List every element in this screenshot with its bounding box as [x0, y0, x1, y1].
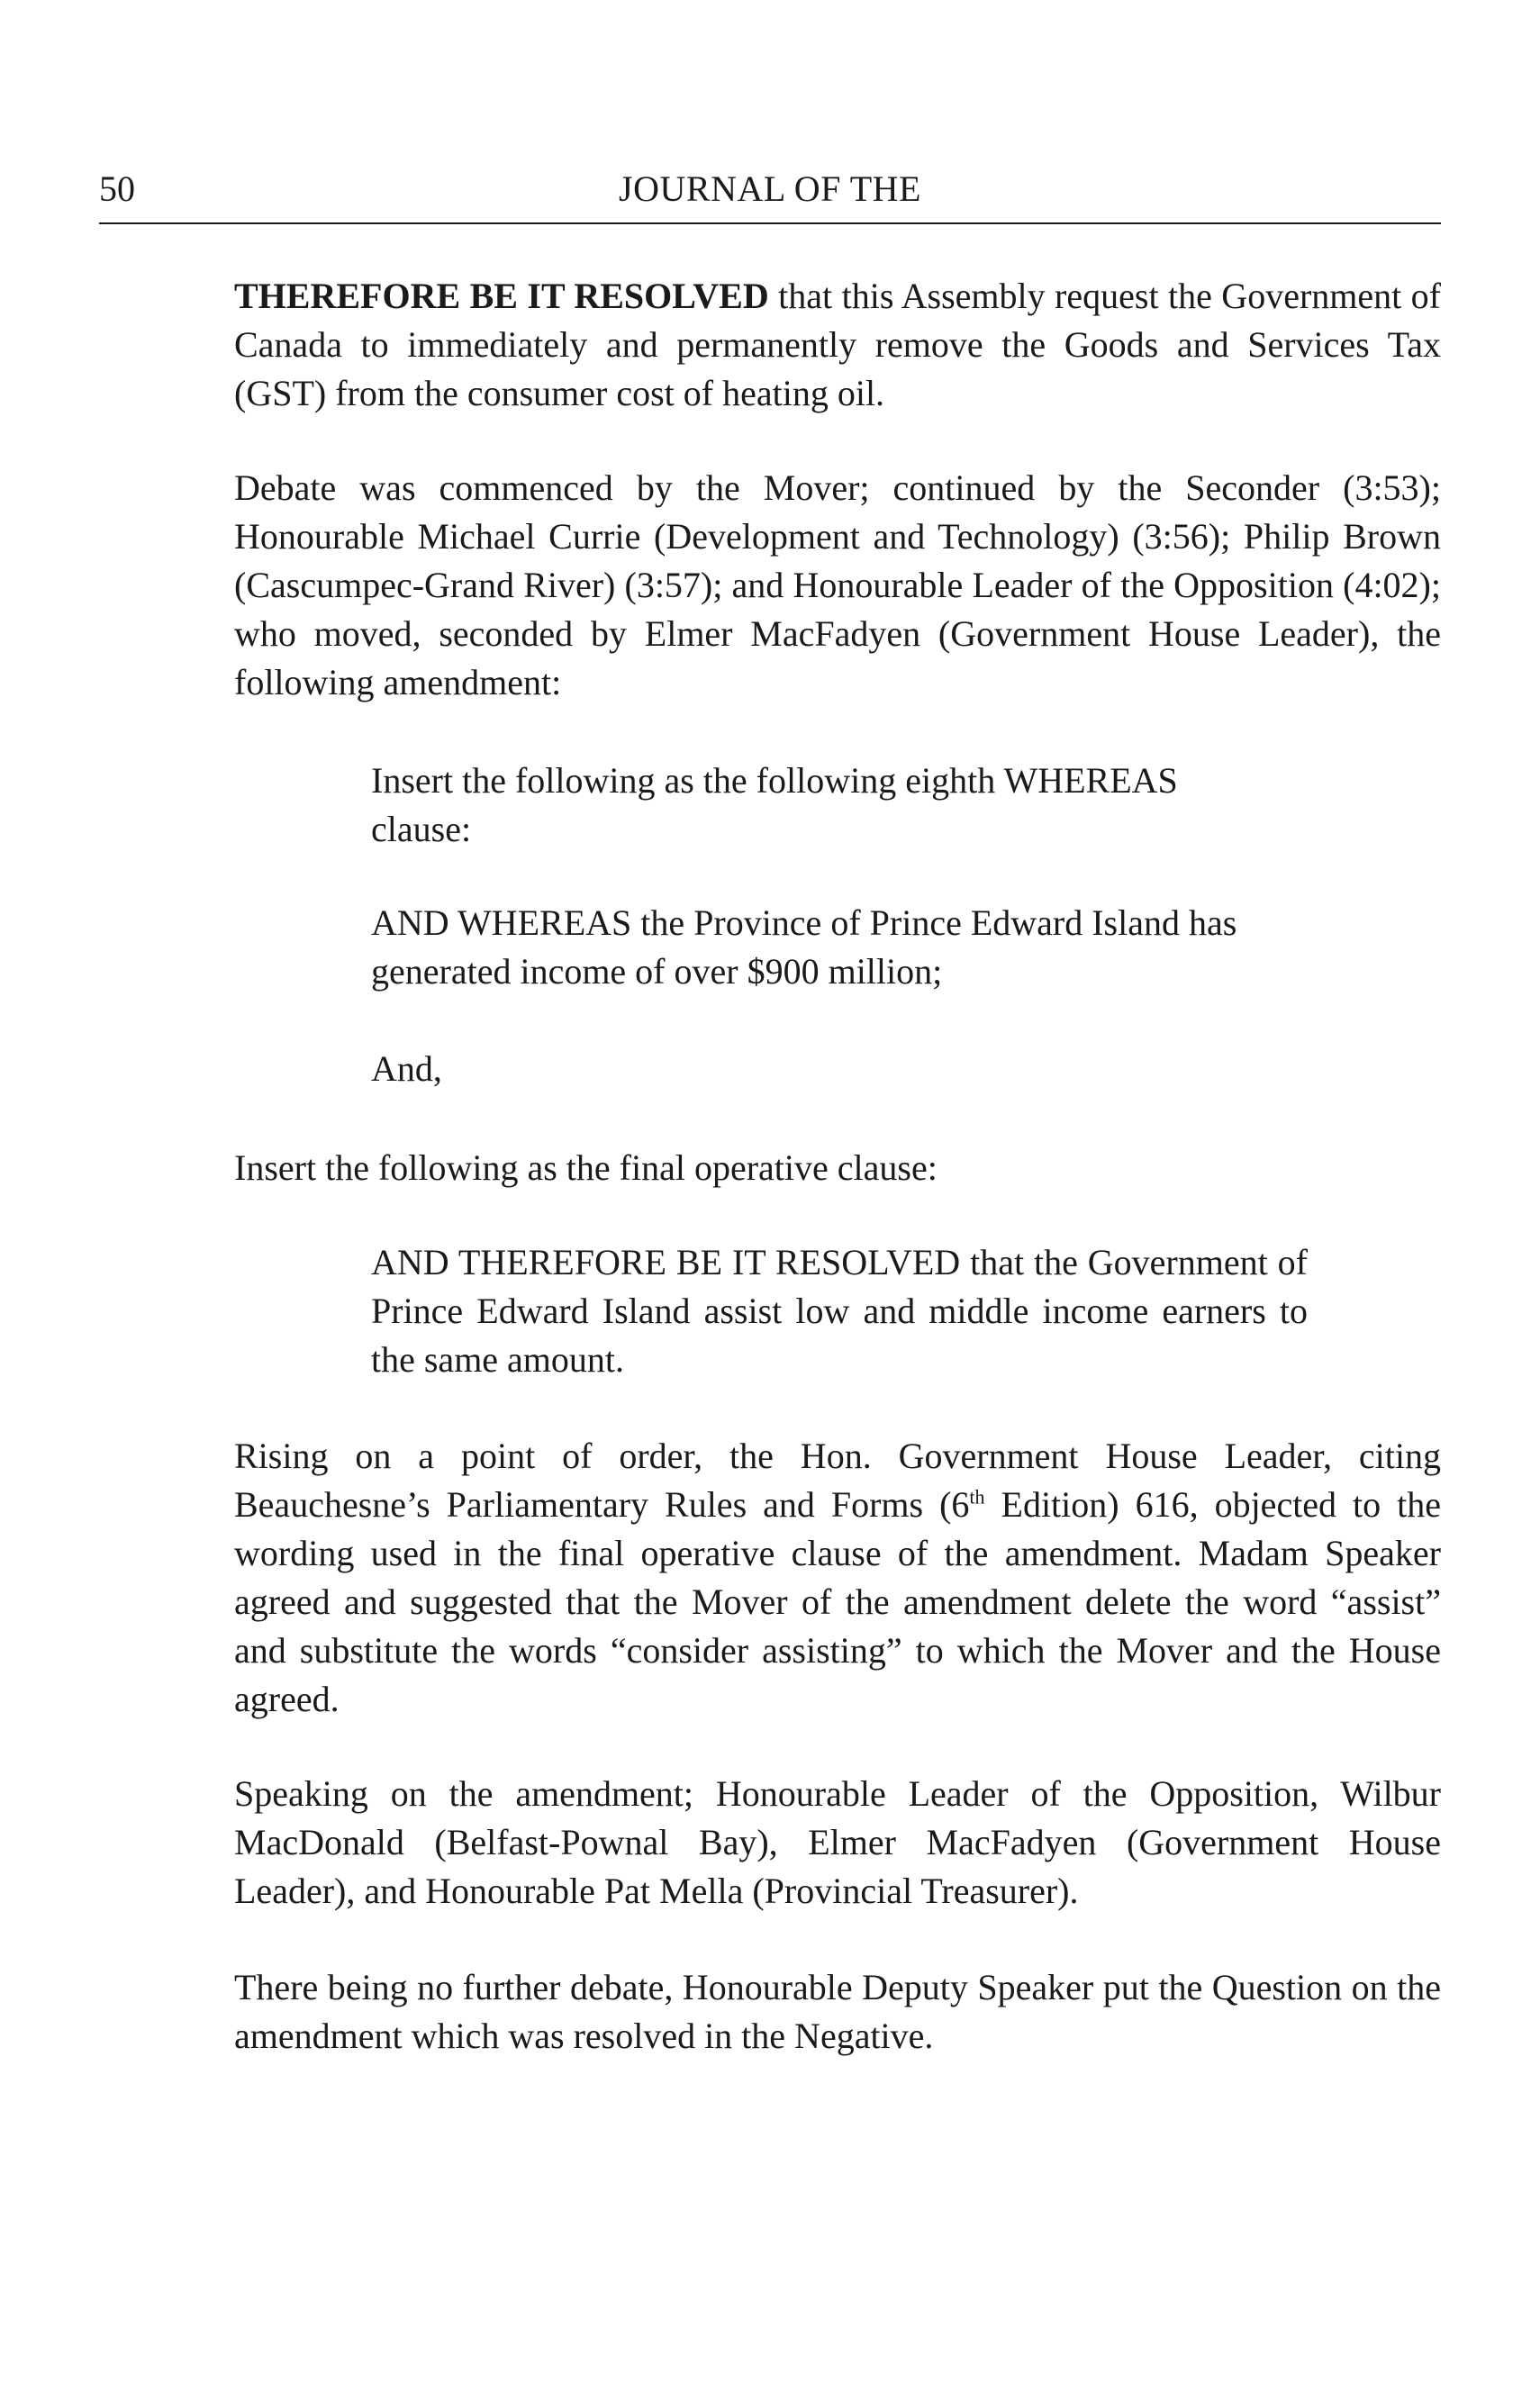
amendment-whereas-clause: AND WHEREAS the Province of Prince Edward Island has generated income of over $900 million; [371, 902, 1237, 992]
page-number: 50 [99, 168, 135, 209]
point-of-order-text-b: Edition) 616, objected to the wording used in the final operative clause of the amendment. Madam Speaker agreed and suggested that the Mover of the amendment delete the word “assist” and substitute the words “consider assisting” to which the Mover and the House agreed. [234, 1484, 1442, 1719]
resolution-text: that this Assembly request the Government of Canada to immediately and permanently remove the Goods and Services Tax (GST) from the consumer cost of heating oil. [234, 276, 1441, 413]
amendment-and: And, [371, 1048, 442, 1089]
question-paragraph: There being no further debate, Honourable Deputy Speaker put the Question on the amendment which was resolved in the Negative. [234, 1967, 1441, 2056]
amendment-operative-clause: AND THEREFORE BE IT RESOLVED that the Government of Prince Edward Island assist low and middle income earners to the same amount. [371, 1242, 1308, 1380]
edition-superscript: th [969, 1485, 985, 1509]
resolution-lead: THEREFORE BE IT RESOLVED [234, 276, 769, 316]
amendment-instruction-2: Insert the following as the final operative clause: [234, 1147, 938, 1188]
amendment-instruction-1: Insert the following as the following eighth WHEREAS clause: [371, 760, 1178, 849]
running-head: JOURNAL OF THE [619, 168, 921, 209]
resolution-paragraph [234, 272, 1441, 418]
point-of-order-paragraph [234, 1432, 1441, 1724]
point-of-order-text-a: Rising on a point of order, the Hon. Government House Leader, citing Beauchesne’s Parliamentary Rules and Forms (6 [234, 1436, 1441, 1525]
speaking-paragraph: Speaking on the amendment; Honourable Leader of the Opposition, Wilbur MacDonald (Belfast-Pownal Bay), Elmer MacFadyen (Government House Leader), and Honourable Pat Mella (Provincial Treasurer). [234, 1773, 1441, 1911]
page-header [99, 167, 1441, 224]
debate-paragraph: Debate was commenced by the Mover; continued by the Seconder (3:53); Honourable Michael Currie (Development and Technology) (3:56); Philip Brown (Cascumpec-Grand River) (3:57); and Honourable Leader of the Opposition (4:02); who moved, seconded by Elmer MacFadyen (Government House Leader), the following amendment: [234, 467, 1441, 702]
